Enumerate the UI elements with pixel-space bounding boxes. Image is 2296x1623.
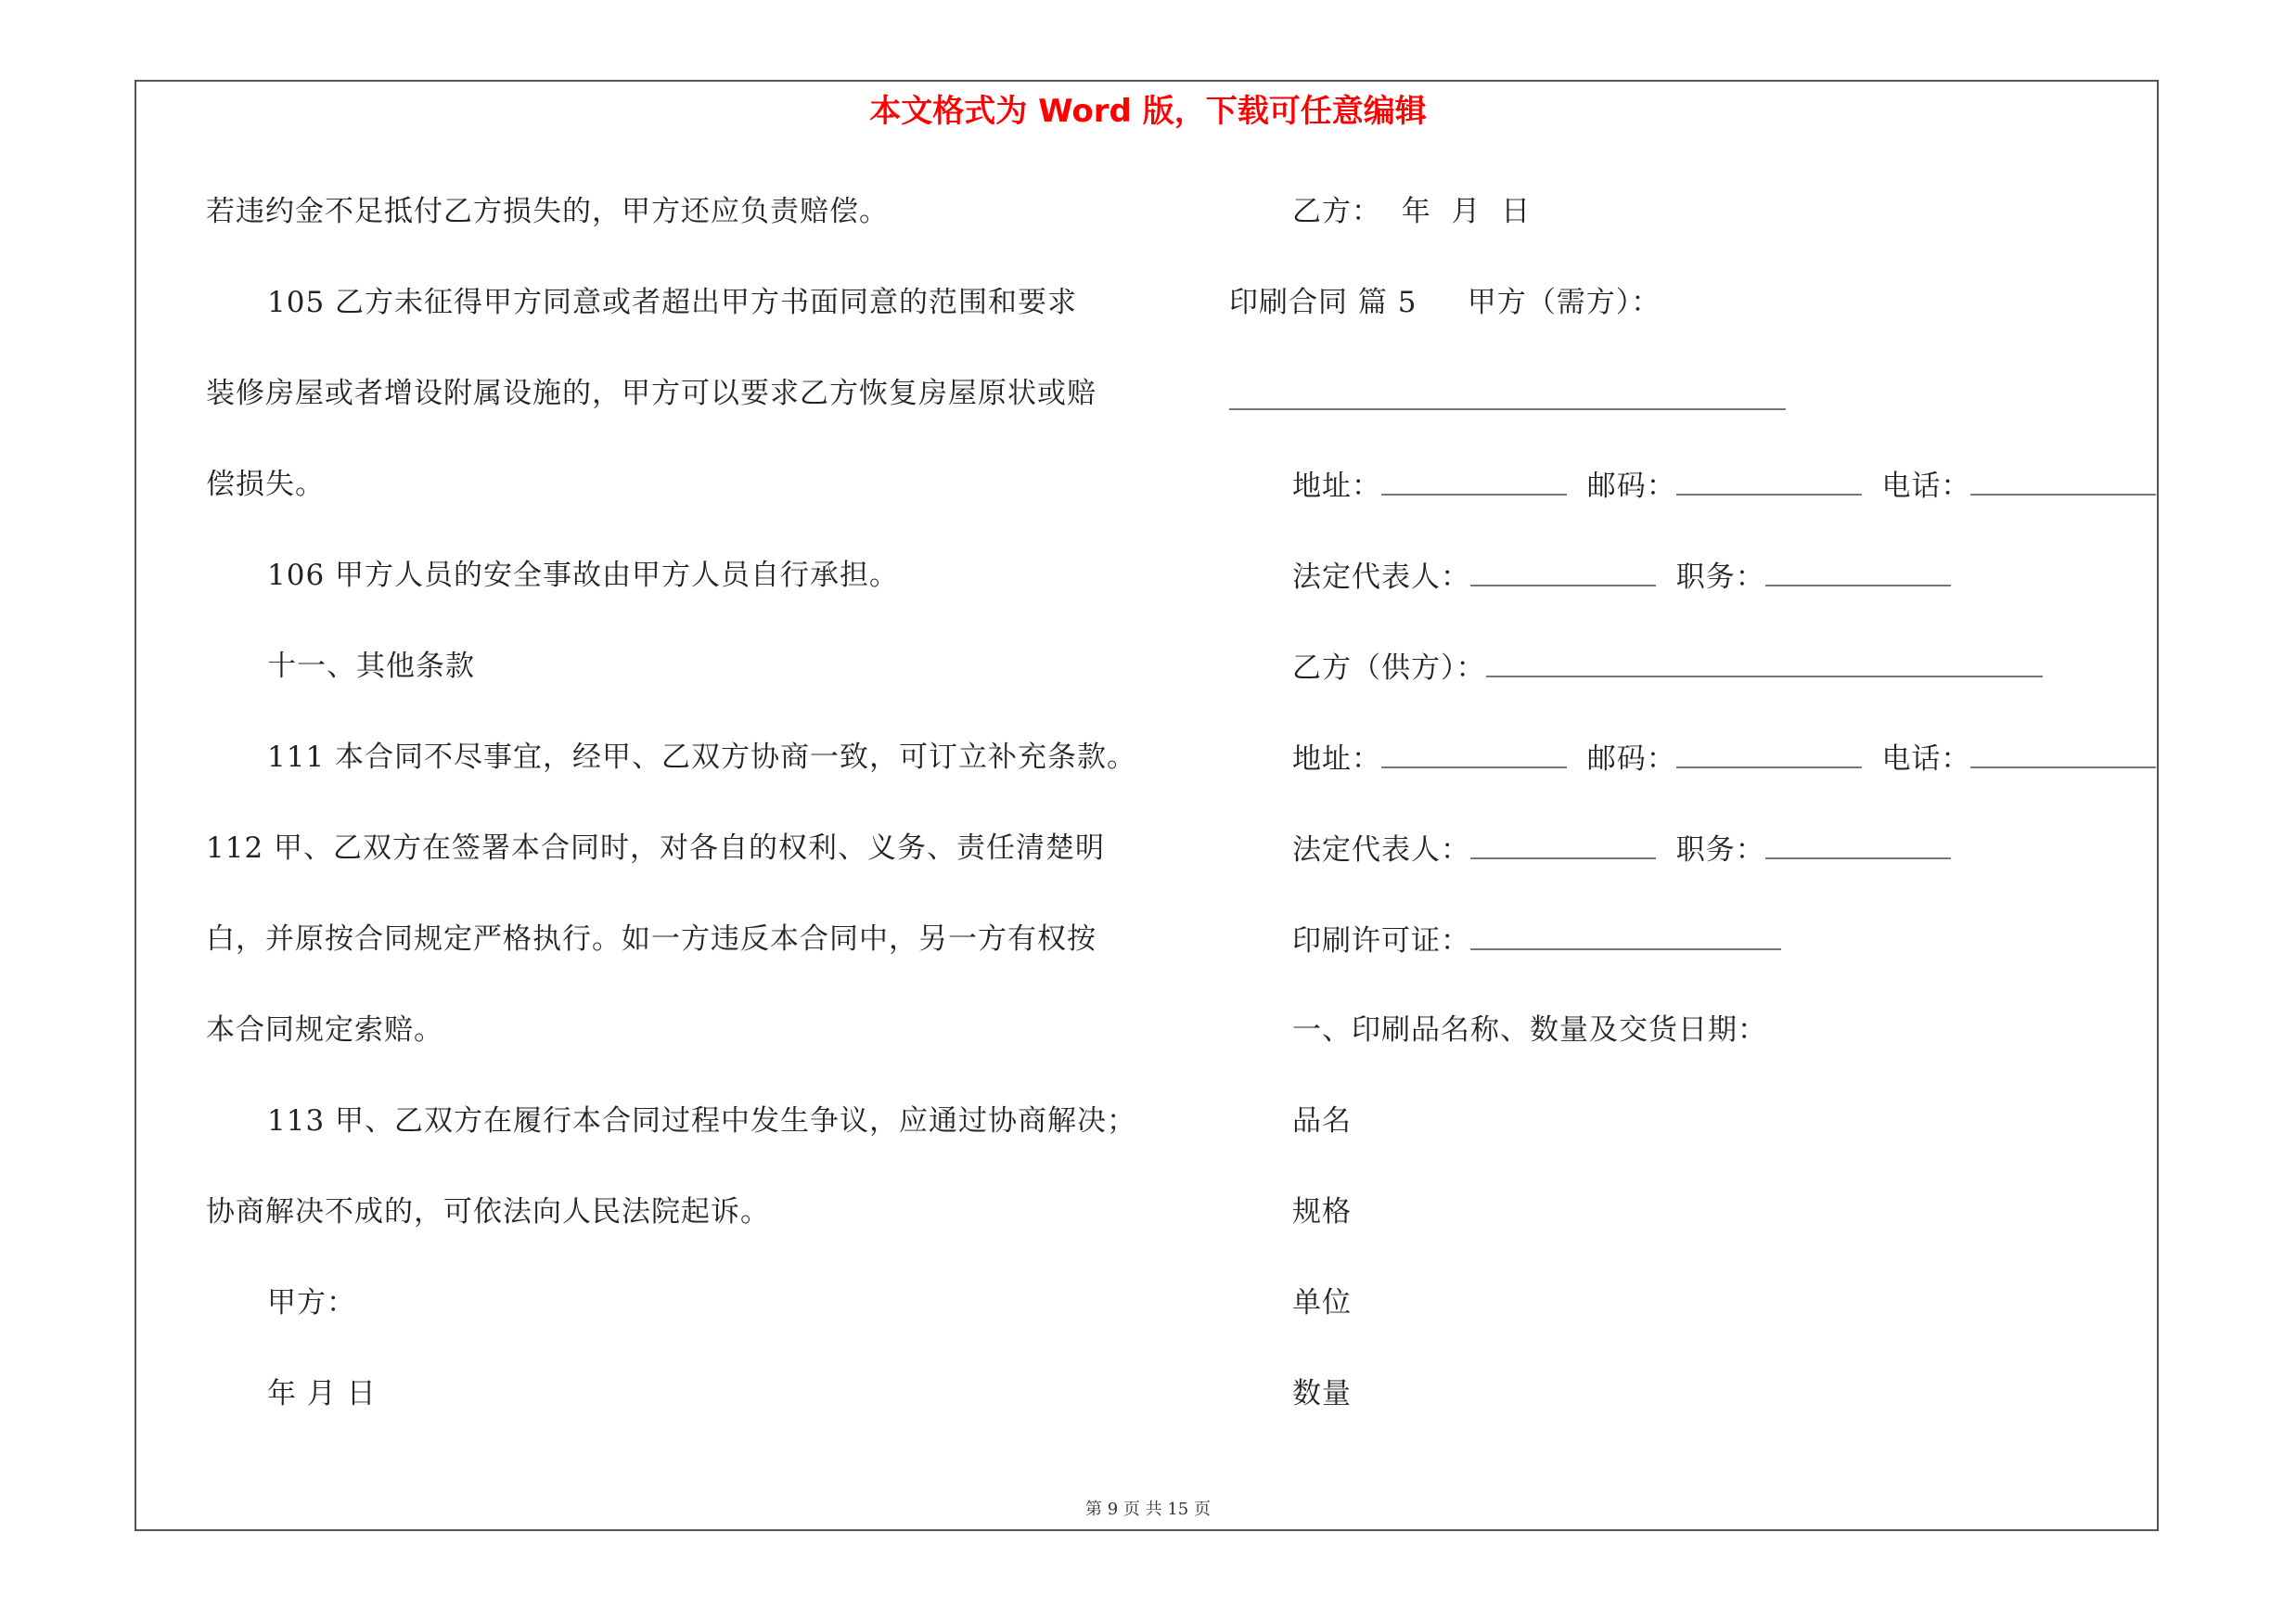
position-blank <box>1765 557 1951 586</box>
right-line-address-1 <box>1292 466 2156 505</box>
right-line-contract-title: 印刷合同 篇 5 甲方（需方）： <box>1229 286 1661 319</box>
right-line-legal-rep-2 <box>1292 830 1951 869</box>
right-line-license <box>1292 921 1781 960</box>
postcode-blank <box>1676 739 1862 768</box>
right-line-legal-rep-1 <box>1292 557 1951 596</box>
postcode-blank <box>1676 466 1862 496</box>
left-line-13: 甲方： <box>267 1286 356 1320</box>
right-line-party-b <box>1292 648 2043 687</box>
phone-label: 电话： <box>1881 742 1971 776</box>
postcode-label: 邮码： <box>1586 742 1676 776</box>
address-blank <box>1381 739 1567 768</box>
left-line-12: 协商解决不成的，可依法向人民法院起诉。 <box>206 1195 770 1229</box>
license-blank <box>1470 921 1781 950</box>
left-line-5: 106 甲方人员的安全事故由甲方人员自行承担。 <box>267 559 900 592</box>
left-line-9: 白，并原按合同规定严格执行。如一方违反本合同中，另一方有权按 <box>206 922 1097 956</box>
position-label: 职务： <box>1675 560 1765 594</box>
left-line-3: 装修房屋或者增设附属设施的，甲方可以要求乙方恢复房屋原状或赔 <box>206 377 1097 410</box>
right-line-party-b-date: 乙方： 年 月 日 <box>1292 195 1532 228</box>
left-line-11: 113 甲、乙双方在履行本合同过程中发生争议，应通过协商解决； <box>267 1104 1137 1138</box>
left-line-4: 偿损失。 <box>206 468 325 501</box>
page-number: 第 9 页 共 15 页 <box>1085 1500 1211 1519</box>
party-b-blank <box>1486 648 2043 677</box>
legal-rep-blank <box>1470 557 1656 586</box>
item-quantity: 数量 <box>1292 1377 1352 1410</box>
position-label: 职务： <box>1675 833 1765 867</box>
right-line-address-2 <box>1292 739 2156 778</box>
address-label: 地址： <box>1292 470 1381 503</box>
left-line-10: 本合同规定索赔。 <box>206 1013 443 1047</box>
left-line-6: 十一、其他条款 <box>267 650 475 683</box>
position-blank <box>1765 830 1951 859</box>
party-a-name-blank <box>1229 408 1786 410</box>
item-name: 品名 <box>1292 1104 1352 1138</box>
left-line-8: 112 甲、乙双方在签署本合同时，对各自的权利、义务、责任清楚明 <box>206 831 1106 865</box>
item-unit: 单位 <box>1292 1286 1352 1320</box>
left-line-1: 若违约金不足抵付乙方损失的，甲方还应负责赔偿。 <box>206 195 889 228</box>
license-label: 印刷许可证： <box>1292 924 1470 958</box>
address-label: 地址： <box>1292 742 1381 776</box>
legal-rep-label: 法定代表人： <box>1292 560 1470 594</box>
item-spec: 规格 <box>1292 1195 1352 1229</box>
phone-blank <box>1970 739 2156 768</box>
legal-rep-blank <box>1470 830 1656 859</box>
phone-blank <box>1970 466 2156 496</box>
postcode-label: 邮码： <box>1586 470 1676 503</box>
right-line-section-1: 一、印刷品名称、数量及交货日期： <box>1292 1013 1767 1047</box>
document-banner: 本文格式为 Word 版，下载可任意编辑 <box>869 93 1427 130</box>
legal-rep-label: 法定代表人： <box>1292 833 1470 867</box>
address-blank <box>1381 466 1567 496</box>
phone-label: 电话： <box>1881 470 1971 503</box>
left-line-2: 105 乙方未征得甲方同意或者超出甲方书面同意的范围和要求 <box>267 286 1078 319</box>
party-b-label: 乙方（供方）： <box>1292 651 1486 685</box>
left-line-7: 111 本合同不尽事宜，经甲、乙双方协商一致，可订立补充条款。 <box>267 741 1137 774</box>
left-line-14: 年 月 日 <box>267 1377 377 1410</box>
